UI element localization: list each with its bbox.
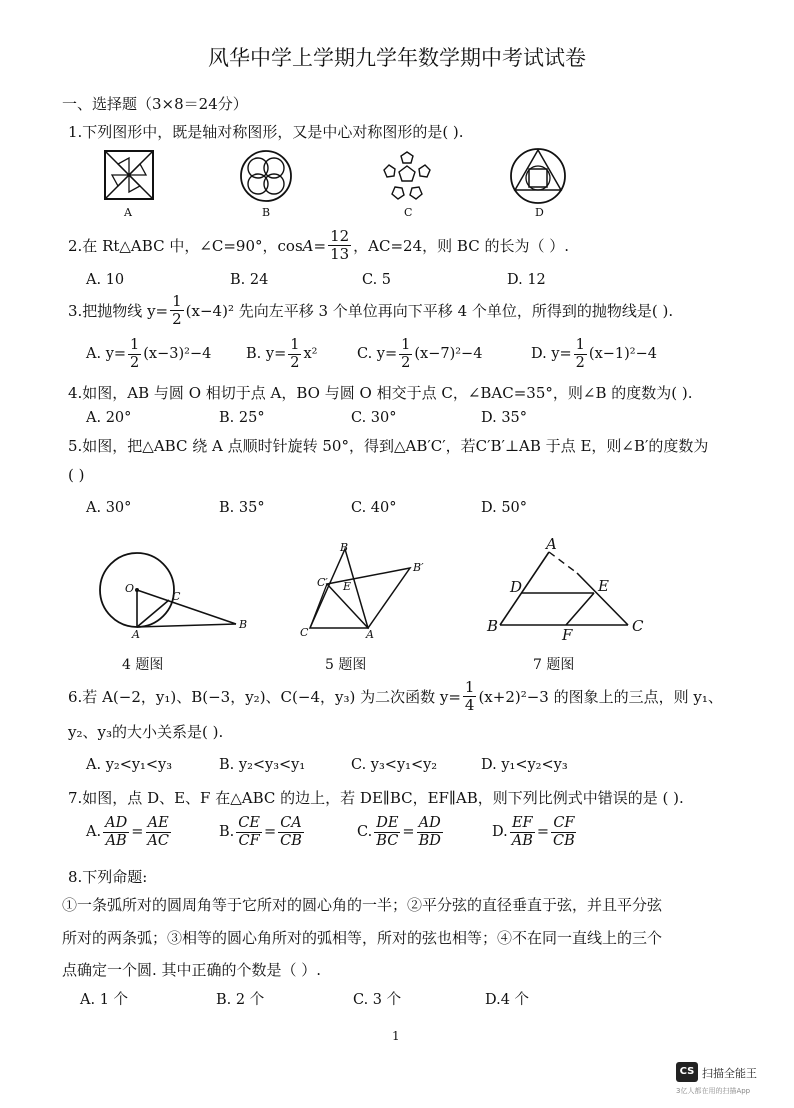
scanner-tagline: 3亿人都在用的扫描App <box>676 1087 751 1095</box>
q1-label-d: D <box>535 206 544 219</box>
q7-b-eq: = <box>263 824 277 840</box>
q7-d-left <box>510 816 535 848</box>
q3-d-tail: (x−1)²−4 <box>588 346 657 362</box>
fig4-label-a: A <box>132 628 140 641</box>
q7-b-rden: CB <box>280 832 302 849</box>
q2-option-a: A. 10 <box>86 272 125 288</box>
q7-option-c <box>357 816 445 848</box>
fig7-label-c: C <box>632 617 644 635</box>
q3-b-den: 2 <box>290 354 300 371</box>
question-8-line3: 点确定一个圆. 其中正确的个数是（ ）. <box>62 961 322 979</box>
q3-frac-den: 2 <box>172 310 182 328</box>
q3-pre: 3.把抛物线 y= <box>68 302 169 320</box>
q6-post: (x+2)²−3 的图象上的三点，则 y₁、 <box>478 688 723 706</box>
question-8: 8.下列命题: <box>68 868 148 886</box>
scanner-brand: 扫描全能王 <box>702 1067 757 1080</box>
q6-frac-num: 1 <box>464 678 475 696</box>
q7-a-lnum: AD <box>105 815 128 831</box>
q5-option-a: A. 30° <box>86 500 132 516</box>
page-title: 风华中学上学期九学年数学期中考试试卷 <box>208 46 586 70</box>
q3-c-den: 2 <box>401 354 411 371</box>
fig4-label-c: C <box>172 590 181 603</box>
q3-post: (x−4)² 先向左平移 3 个单位再向下平移 4 个单位，所得到的抛物线是( ). <box>185 302 674 320</box>
q6-pre: 6.若 A(−2，y₁)、B(−3，y₂)、C(−4，y₃) 为二次函数 y= <box>68 688 461 706</box>
q6-option-d: D. y₁<y₂<y₃ <box>481 757 568 773</box>
q7-c-rden: BD <box>418 832 441 849</box>
q8-option-c: C. 3 个 <box>353 992 402 1008</box>
scanner-logo: CS <box>676 1062 698 1082</box>
q2-post: ，AC=24，则 BC 的长为（ ）. <box>353 237 569 255</box>
q6-frac-den: 4 <box>464 696 475 714</box>
q6-option-c: C. y₃<y₁<y₂ <box>351 757 438 773</box>
figure-caption-4: 4 题图 <box>122 657 164 673</box>
q7-a-lden: AB <box>105 832 127 849</box>
q7-b-left <box>236 816 262 848</box>
q7-option-a <box>86 816 173 848</box>
q8-option-d: D.4 个 <box>485 992 530 1008</box>
fig5-label-c: C <box>300 626 309 639</box>
question-5-answer: ( ) <box>68 466 85 484</box>
fig5-label-e: E <box>343 580 352 593</box>
q3-a-label: A. y= <box>86 346 127 362</box>
q7-d-rnum: CF <box>553 815 575 831</box>
q7-d-rden: CB <box>553 832 575 849</box>
question-4: 4.如图，AB 与圆 O 相切于点 A，BO 与圆 O 相交于点 C，∠BAC=35°，则∠B 的度数为( ). <box>68 384 693 402</box>
q7-c-left <box>374 816 400 848</box>
q2-option-d: D. 12 <box>507 272 546 288</box>
q6-option-a: A. y₂<y₁<y₃ <box>86 757 173 773</box>
q3-d-num: 1 <box>575 337 585 353</box>
q2-frac-num: 12 <box>330 227 350 245</box>
question-6 <box>68 680 723 713</box>
q3-a-num: 1 <box>130 337 140 353</box>
q7-a-label: A. <box>86 824 102 840</box>
q7-d-right <box>551 816 577 848</box>
q3-b-label: B. y= <box>246 346 287 362</box>
q7-c-right <box>417 816 443 848</box>
q1-label-a: A <box>124 206 132 219</box>
question-8-line2: 所对的两条弧；③相等的圆心角所对的弧相等，所对的弦也相等；④不在同一直线上的三个 <box>62 929 663 947</box>
q2-var: A <box>302 236 314 255</box>
q2-frac-den: 13 <box>330 245 350 263</box>
q7-c-rnum: AD <box>418 815 441 831</box>
q7-c-label: C. <box>357 824 373 840</box>
q3-a-tail: (x−3)²−4 <box>143 346 212 362</box>
q2-pre: 2.在 Rt△ABC 中，∠C=90°，cos <box>68 237 303 255</box>
q3-b-tail: x² <box>303 346 318 362</box>
q7-b-label: B. <box>219 824 235 840</box>
q1-label-c: C <box>404 206 413 219</box>
fig7-label-e: E <box>598 577 609 595</box>
q6-option-b: B. y₂<y₃<y₁ <box>219 757 306 773</box>
q3-b-num: 1 <box>290 337 300 353</box>
q7-a-rden: AC <box>147 832 169 849</box>
figure-caption-5: 5 题图 <box>325 657 367 673</box>
q3-c-label: C. y= <box>357 346 398 362</box>
question-1: 1.下列图形中，既是轴对称图形，又是中心对称图形的是( ). <box>68 123 464 141</box>
q7-d-label: D. <box>492 824 508 840</box>
figure-caption-7: 7 题图 <box>533 657 575 673</box>
q4-option-d: D. 35° <box>481 410 528 426</box>
question-7: 7.如图，点 D、E、F 在△ABC 的边上，若 DE∥BC，EF∥AB，则下列比例式中错误的是 ( ). <box>68 789 684 807</box>
q7-d-lden: AB <box>511 832 533 849</box>
q8-option-b: B. 2 个 <box>216 992 265 1008</box>
q2-eq: = <box>313 236 327 255</box>
q1-label-b: B <box>262 206 271 219</box>
q7-c-eq: = <box>402 824 415 840</box>
section-heading: 一、选择题（3×8＝24分） <box>62 95 248 113</box>
q3-d-label: D. y= <box>531 346 572 362</box>
q2-option-b: B. 24 <box>230 272 269 288</box>
q3-c-tail: (x−7)²−4 <box>414 346 483 362</box>
q4-option-b: B. 25° <box>219 410 265 426</box>
q7-d-lnum: EF <box>511 815 533 831</box>
q7-a-rnum: AE <box>147 815 169 831</box>
q7-b-rnum: CA <box>280 815 302 831</box>
q3-frac-num: 1 <box>172 292 182 310</box>
page-number: 1 <box>392 1029 400 1043</box>
q7-b-lnum: CE <box>238 815 260 831</box>
q7-d-eq: = <box>536 824 550 840</box>
fig5-label-b: B <box>340 541 349 554</box>
q7-a-right <box>145 816 171 848</box>
question-8-line1: ①一条弧所对的圆周角等于它所对的圆心角的一半；②平分弦的直径垂直于弦，并且平分弦 <box>62 896 663 914</box>
q7-b-right <box>278 816 304 848</box>
fig5-label-c-prime: C′ <box>317 576 328 589</box>
q7-c-lnum: DE <box>376 815 399 831</box>
fig7-label-f: F <box>562 626 573 644</box>
fig7-label-a: A <box>546 535 557 553</box>
fig4-label-o: O <box>125 582 135 595</box>
question-6-line2: y₂、y₃的大小关系是( ). <box>68 723 224 741</box>
q3-c-num: 1 <box>401 337 411 353</box>
fig7-label-d: D <box>510 578 523 596</box>
q5-option-c: C. 40° <box>351 500 397 516</box>
q7-b-lden: CF <box>238 832 260 849</box>
q5-option-d: D. 50° <box>481 500 528 516</box>
q4-option-a: A. 20° <box>86 410 132 426</box>
q6-fraction <box>463 680 477 713</box>
q2-option-c: C. 5 <box>362 272 392 288</box>
q7-option-b <box>219 816 306 848</box>
question-5: 5.如图，把△ABC 绕 A 点顺时针旋转 50°，得到△AB′C′，若C′B′⊥AB 于点 E，则∠B′的度数为 <box>68 437 709 455</box>
fig5-label-b-prime: B′ <box>413 561 424 574</box>
q7-c-lden: BC <box>376 832 399 849</box>
q7-option-d <box>492 816 579 848</box>
fig5-label-a: A <box>366 628 374 641</box>
q4-option-c: C. 30° <box>351 410 397 426</box>
fig7-label-b: B <box>487 617 499 635</box>
q3-d-den: 2 <box>575 354 585 371</box>
q3-a-den: 2 <box>130 354 140 371</box>
q7-a-eq: = <box>131 824 144 840</box>
q8-option-a: A. 1 个 <box>80 992 129 1008</box>
q5-option-b: B. 35° <box>219 500 265 516</box>
q7-a-left <box>103 816 129 848</box>
fig4-label-b: B <box>239 618 248 631</box>
